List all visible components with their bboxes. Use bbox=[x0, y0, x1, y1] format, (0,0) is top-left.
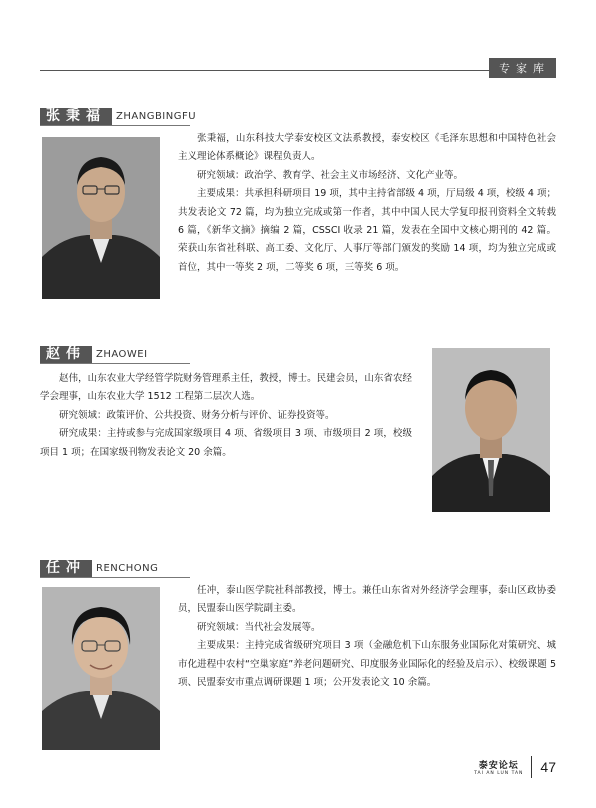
bio-paragraph: 研究领域：政治学、教育学、社会主义市场经济、文化产业等。 bbox=[197, 169, 464, 181]
expert-name-badge bbox=[40, 560, 158, 577]
footer-brand-cn: 泰安论坛 bbox=[478, 761, 519, 771]
expert-name-cn: 张秉福 bbox=[40, 108, 112, 125]
expert-name-cn: 任冲 bbox=[40, 560, 92, 577]
page-number: 47 bbox=[540, 759, 556, 775]
footer-divider bbox=[531, 756, 532, 778]
bio-paragraph: 赵伟，山东农业大学经管学院财务管理系主任，教授，博士。民建会员，山东省农经学会理事，山东农业大学 1512 工程第二层次人选。 bbox=[40, 373, 412, 403]
bio-paragraph: 研究领域：当代社会发展等。 bbox=[197, 621, 321, 633]
page-footer bbox=[474, 756, 556, 778]
expert-photo bbox=[432, 348, 550, 512]
bio-paragraph: 张秉福，山东科技大学泰安校区文法系教授，泰安校区《毛泽东思想和中国特色社会主义理论体系概论》课程负责人。 bbox=[178, 133, 556, 163]
footer-brand-en: TAI AN LUN TAN bbox=[474, 771, 524, 776]
expert-bio bbox=[40, 370, 412, 462]
expert-name-en: RENCHONG bbox=[96, 563, 159, 574]
expert-photo bbox=[42, 587, 160, 750]
expert-name-en: ZHANGBINGFU bbox=[116, 111, 197, 122]
expert-name-badge bbox=[40, 108, 196, 125]
column-label: 专家库 bbox=[489, 58, 556, 78]
bio-paragraph: 研究领域：政策评价、公共投资、财务分析与评价、证券投资等。 bbox=[59, 409, 335, 421]
expert-photo bbox=[42, 137, 160, 299]
expert-name-en: ZHAOWEI bbox=[96, 349, 148, 360]
name-underline bbox=[40, 363, 190, 364]
expert-name-badge bbox=[40, 346, 148, 363]
expert-bio bbox=[178, 582, 556, 692]
footer-brand bbox=[474, 758, 523, 776]
expert-bio bbox=[178, 130, 556, 277]
name-underline bbox=[40, 577, 190, 578]
expert-name-cn: 赵伟 bbox=[40, 346, 92, 363]
bio-paragraph: 任冲，泰山医学院社科部教授，博士。兼任山东省对外经济学会理事，泰山区政协委员，民盟泰山医学院副主委。 bbox=[178, 585, 556, 615]
bio-paragraph: 主要成果：主持完成省级研究项目 3 项（金融危机下山东服务业国际化对策研究、城市化进程中农村“空巢家庭”养老问题研究、印度服务业国际化的经验及启示）、校级课题 5 项、民盟泰安市重点调研课题 1 项；公开发表论文 10 余篇。 bbox=[178, 640, 556, 689]
bio-paragraph: 主要成果：共承担科研项目 19 项，其中主持省部级 4 项，厅局级 4 项，校级 4 项；共发表论文 72 篇，均为独立完成或第一作者，其中中国人民大学复印报刊资料全文转载 6 篇，《新华文摘》摘编 2 篇，CSSCI 收录 21 篇，发表在全国中文核心期刊的 42 篇。荣获山东省社科联、高工委、文化厅、人事厅等部门颁发的奖励 14 项，均为独立完成或首位，其中一等奖 2 项，二等奖 6 项，三等奖 6 项。 bbox=[178, 188, 556, 273]
name-underline bbox=[40, 125, 190, 126]
header-rule bbox=[40, 70, 556, 71]
bio-paragraph: 研究成果：主持或参与完成国家级项目 4 项、省级项目 3 项、市级项目 2 项，校级项目 1 项；在国家级刊物发表论文 20 余篇。 bbox=[40, 428, 412, 458]
